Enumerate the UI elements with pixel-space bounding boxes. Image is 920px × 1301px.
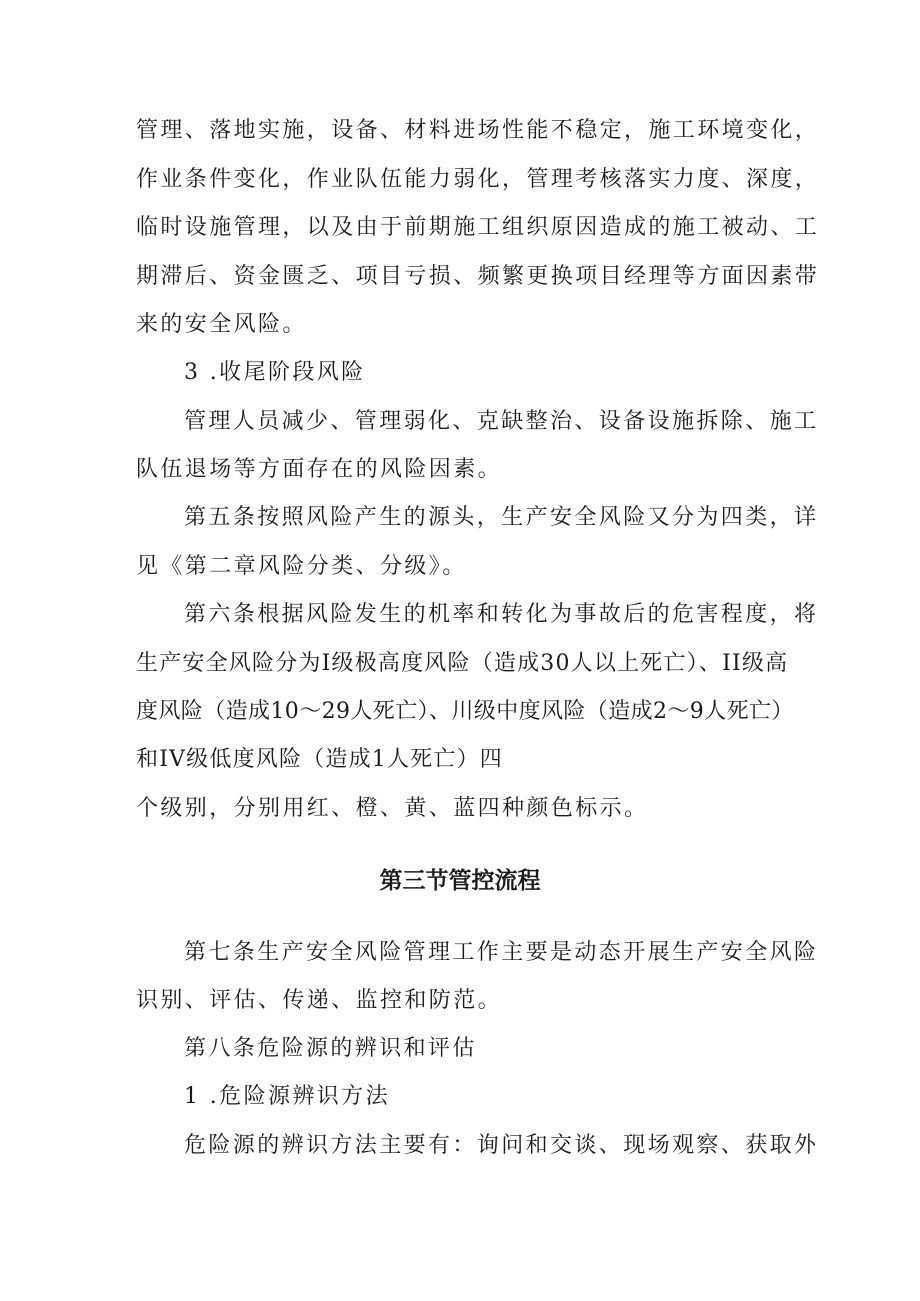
paragraph-line: 危险源的辨识方法主要有：询问和交谈、现场观察、获取外 (184, 1133, 819, 1158)
subsection-title: 1 .危险源辨识方法 (184, 1084, 390, 1109)
paragraph-line: 作业条件变化，作业队伍能力弱化，管理考核落实力度、深度， (136, 167, 820, 192)
paragraph-line: 见《第二章风险分类、分级》。 (136, 554, 467, 579)
paragraph-line: 度风险（造成10〜29人死亡）、川级中度风险（造成2〜9人死亡） (136, 699, 794, 724)
paragraph-line: 队伍退场等方面存在的风险因素。 (136, 457, 503, 482)
paragraph-line: 临时设施管理，以及由于前期施工组织原因造成的施工被动、工 (136, 215, 820, 240)
paragraph-line: 生产安全风险分为I级极高度风险（造成30人以上死亡）、II级高 (136, 651, 789, 676)
paragraph-line: 来的安全风险。 (136, 312, 307, 337)
paragraph-line: 管理人员减少、管理弱化、克缺整治、设备设施拆除、施工 (184, 409, 819, 434)
paragraph-line: 管理、落地实施，设备、材料进场性能不稳定，施工环境变化， (136, 118, 820, 143)
section-heading: 第三节管控流程 (379, 868, 541, 894)
article-5-line: 第五条按照风险产生的源头，生产安全风险又分为四类，详 (184, 505, 819, 530)
paragraph-line: 个级别，分别用红、橙、黄、蓝四种颜色标示。 (136, 796, 649, 821)
paragraph-line: 和IV级低度风险（造成1人死亡）四 (136, 747, 503, 772)
paragraph-line: 识别、评估、传递、监控和防范。 (136, 988, 503, 1013)
article-8-line: 第八条危险源的辨识和评估 (184, 1036, 477, 1061)
article-6-line: 第六条根据风险发生的机率和转化为事故后的危害程度，将 (184, 602, 819, 627)
subsection-title: 3 .收尾阶段风险 (184, 360, 366, 385)
paragraph-line: 期滞后、资金匮乏、项目亏损、频繁更换项目经理等方面因素带 (136, 264, 820, 289)
article-7-line: 第七条生产安全风险管理工作主要是动态开展生产安全风险 (184, 940, 819, 965)
